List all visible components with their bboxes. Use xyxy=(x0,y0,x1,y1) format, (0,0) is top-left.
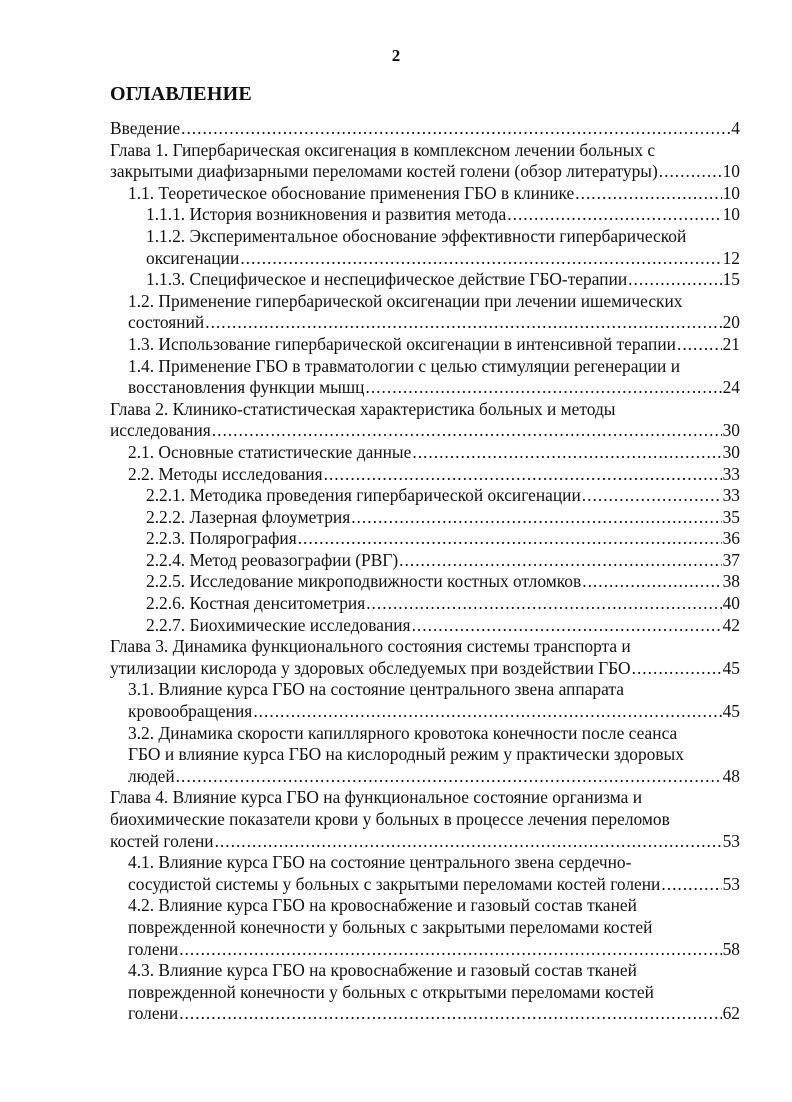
toc-entry-line: 4.3. Влияние курса ГБО на кровоснабжение и газовый состав тканей xyxy=(128,960,637,981)
toc-entry-last-line xyxy=(110,118,740,140)
toc-entry-line: 1.4. Применение ГБО в травматологии с целью стимуляции регенерации и xyxy=(128,355,681,376)
toc-entry-label: 2.1. Основные статистические данные xyxy=(128,441,412,462)
toc-entry[interactable] xyxy=(110,679,740,722)
toc-entry-label: 1.1. Теоретическое обоснование применения ГБО в клинике xyxy=(128,182,575,203)
dot-leader xyxy=(659,161,722,183)
toc-entry-label: состояний xyxy=(128,312,205,333)
dot-leader xyxy=(582,571,721,593)
toc-entry-label: костей голени xyxy=(110,830,214,851)
toc-entry-last-line xyxy=(110,831,740,853)
toc-entry-page: 42 xyxy=(722,614,740,635)
dot-leader xyxy=(366,593,721,615)
toc-entry-page: 35 xyxy=(722,506,740,527)
toc-entry-page: 10 xyxy=(722,204,740,225)
toc-entry-label: 2.2.3. Полярография xyxy=(146,528,297,549)
toc-entry[interactable] xyxy=(110,183,740,205)
toc-entry[interactable] xyxy=(110,895,740,960)
dot-leader xyxy=(179,1003,721,1025)
toc-entry-line: Глава 2. Клинико-статистическая характеристика больных и методы xyxy=(110,398,616,419)
toc-entry-label: Введение xyxy=(110,118,181,138)
toc-entry-last-line xyxy=(110,161,740,183)
toc-entry-label: 1.3. Использование гипербарической оксигенации в интенсивной терапии xyxy=(128,333,676,354)
toc-entry-label: 2.2.5. Исследование микроподвижности костных отломков xyxy=(146,571,582,592)
dot-leader xyxy=(179,939,721,961)
toc-entry-page: 58 xyxy=(722,938,740,959)
toc-entry[interactable] xyxy=(110,636,740,679)
toc-entry[interactable] xyxy=(110,399,740,442)
toc-entry[interactable] xyxy=(110,226,740,269)
toc-entry-line: Глава 4. Влияние курса ГБО на функциональное состояние организма и xyxy=(110,787,643,808)
toc-entry[interactable] xyxy=(110,204,740,226)
toc-entry[interactable] xyxy=(110,852,740,895)
toc-entry-page: 36 xyxy=(722,528,740,549)
toc-entry[interactable] xyxy=(110,269,740,291)
toc-entry-last-line xyxy=(146,593,740,615)
toc-entry[interactable] xyxy=(110,507,740,529)
toc-entry[interactable] xyxy=(110,442,740,464)
toc-entry-page: 33 xyxy=(722,485,740,506)
toc-entry-page: 10 xyxy=(722,161,740,182)
toc-entry[interactable] xyxy=(110,787,740,852)
toc-entry-last-line xyxy=(128,312,740,334)
toc-entry[interactable] xyxy=(110,723,740,788)
table-of-contents xyxy=(110,118,740,1025)
dot-leader xyxy=(661,874,721,896)
toc-entry-last-line xyxy=(110,420,740,442)
toc-entry-last-line xyxy=(146,507,740,529)
dot-leader xyxy=(632,658,722,680)
toc-entry-page: 40 xyxy=(722,593,740,614)
toc-entry[interactable] xyxy=(110,356,740,399)
toc-entry-last-line xyxy=(128,874,740,896)
dot-leader xyxy=(351,507,721,529)
toc-entry-last-line xyxy=(146,571,740,593)
toc-entry-line: Глава 3. Динамика функционального состояния системы транспорта и xyxy=(110,636,631,657)
toc-entry[interactable] xyxy=(110,464,740,486)
toc-entry[interactable] xyxy=(110,615,740,637)
toc-entry-last-line xyxy=(146,550,740,572)
dot-leader xyxy=(575,183,721,205)
toc-entry-page: 53 xyxy=(722,830,740,851)
toc-entry-page: 62 xyxy=(722,1003,740,1024)
toc-entry-page: 30 xyxy=(722,420,740,441)
toc-entry-label: 1.1.3. Специфическое и неспецифическое действие ГБО-терапии xyxy=(146,269,628,290)
toc-entry-last-line xyxy=(128,183,740,205)
page-number: 2 xyxy=(391,46,401,65)
toc-entry-last-line xyxy=(146,269,740,291)
toc-entry-label: 2.2.4. Метод реовазографии (РВГ) xyxy=(146,549,399,570)
toc-entry-last-line xyxy=(146,248,740,270)
toc-entry-label: 2.2.7. Биохимические исследования xyxy=(146,614,411,635)
toc-entry-page: 10 xyxy=(722,182,740,203)
toc-entry-label: 2.2.1. Методика проведения гипербарической оксигенации xyxy=(146,485,581,506)
toc-entry[interactable] xyxy=(110,960,740,1025)
toc-entry-label: 2.2.6. Костная денситометрия xyxy=(146,593,366,614)
toc-entry-last-line xyxy=(128,701,740,723)
toc-entry-last-line xyxy=(146,485,740,507)
toc-entry[interactable] xyxy=(110,593,740,615)
toc-entry[interactable] xyxy=(110,118,740,140)
toc-entry-label: 1.1.1. История возникновения и развития метода xyxy=(146,204,507,225)
dot-leader xyxy=(298,528,722,550)
dot-leader xyxy=(181,118,730,140)
toc-entry-page: 21 xyxy=(722,333,740,354)
toc-entry-line: Глава 1. Гипербарическая оксигенация в комплексном лечении больных с xyxy=(110,139,656,160)
toc-entry-label: исследования xyxy=(110,420,211,441)
toc-entry-line: 4.2. Влияние курса ГБО на кровоснабжение и газовый состав тканей xyxy=(128,895,637,916)
toc-entry[interactable] xyxy=(110,528,740,550)
toc-entry-line: 3.1. Влияние курса ГБО на состояние центрального звена аппарата xyxy=(128,679,624,700)
toc-entry-label: людей xyxy=(128,765,175,786)
toc-entry-last-line xyxy=(128,464,740,486)
dot-leader xyxy=(628,269,721,291)
dot-leader xyxy=(253,701,721,723)
toc-entry-last-line xyxy=(146,204,740,226)
toc-entry-label: голени xyxy=(128,1003,179,1024)
toc-entry[interactable] xyxy=(110,291,740,334)
toc-entry[interactable] xyxy=(110,485,740,507)
dot-leader xyxy=(412,442,721,464)
dot-leader xyxy=(176,766,722,788)
toc-entry-label: закрытыми диафизарными переломами костей голени (обзор литературы) xyxy=(110,161,658,182)
toc-entry-last-line xyxy=(128,334,740,356)
toc-entry-page: 48 xyxy=(722,765,740,786)
toc-entry-line: поврежденной конечности у больных с закрытыми переломами костей xyxy=(128,916,653,937)
toc-entry-label: голени xyxy=(128,938,179,959)
toc-entry-page: 12 xyxy=(722,247,740,268)
toc-entry-last-line xyxy=(146,528,740,550)
toc-entry[interactable] xyxy=(110,140,740,183)
toc-entry-page: 45 xyxy=(722,657,740,678)
toc-entry-line: 1.2. Применение гипербарической оксигенации при лечении ишемических xyxy=(128,290,683,311)
toc-entry-last-line xyxy=(146,615,740,637)
toc-entry-page: 53 xyxy=(722,873,740,894)
toc-entry[interactable] xyxy=(110,550,740,572)
toc-entry-label: утилизации кислорода у здоровых обследуемых при воздействии ГБО xyxy=(110,657,631,678)
toc-entry[interactable] xyxy=(110,571,740,593)
dot-leader xyxy=(365,377,721,399)
toc-entry-line: ГБО и влияние курса ГБО на кислородный режим у практически здоровых xyxy=(128,744,684,765)
toc-entry-page: 15 xyxy=(722,269,740,290)
toc-entry-label: восстановления функции мышц xyxy=(128,377,365,398)
toc-entry-last-line xyxy=(128,766,740,788)
toc-entry-last-line xyxy=(128,377,740,399)
toc-entry-line: поврежденной конечности у больных с открытыми переломами костей xyxy=(128,981,654,1002)
toc-entry-page: 33 xyxy=(722,463,740,484)
dot-leader xyxy=(324,464,722,486)
dot-leader xyxy=(399,550,721,572)
toc-entry-last-line xyxy=(128,442,740,464)
dot-leader xyxy=(412,615,722,637)
toc-entry-label: 2.2. Методы исследования xyxy=(128,463,323,484)
toc-entry-page: 38 xyxy=(722,571,740,592)
toc-entry-last-line xyxy=(110,658,740,680)
dot-leader xyxy=(677,334,722,356)
dot-leader xyxy=(215,831,722,853)
dot-leader xyxy=(212,420,722,442)
toc-entry-page: 45 xyxy=(722,701,740,722)
toc-entry[interactable] xyxy=(110,334,740,356)
toc-entry-page: 20 xyxy=(722,312,740,333)
toc-entry-last-line xyxy=(128,1003,740,1025)
dot-leader xyxy=(240,248,721,270)
toc-entry-last-line xyxy=(128,939,740,961)
toc-entry-page: 24 xyxy=(722,377,740,398)
toc-entry-page: 4 xyxy=(731,118,740,138)
toc-entry-label: сосудистой системы у больных с закрытыми переломами костей голени xyxy=(128,873,661,894)
toc-title: ОГЛАВЛЕНИЕ xyxy=(110,83,252,105)
dot-leader xyxy=(205,312,721,334)
toc-entry-label: кровообращения xyxy=(128,701,253,722)
dot-leader xyxy=(507,204,721,226)
toc-entry-label: оксигенации xyxy=(146,247,240,268)
toc-entry-line: 1.1.2. Экспериментальное обоснование эффективности гипербарической xyxy=(146,225,687,246)
toc-entry-line: 3.2. Динамика скорости капиллярного кровотока конечности после сеанса xyxy=(128,722,678,743)
toc-entry-line: биохимические показатели крови у больных в процессе лечения переломов xyxy=(110,809,670,829)
toc-entry-page: 37 xyxy=(722,549,740,570)
toc-entry-label: 2.2.2. Лазерная флоуметрия xyxy=(146,506,351,527)
toc-entry-page: 30 xyxy=(722,441,740,462)
dot-leader xyxy=(582,485,722,507)
toc-entry-line: 4.1. Влияние курса ГБО на состояние центрального звена сердечно- xyxy=(128,852,632,873)
